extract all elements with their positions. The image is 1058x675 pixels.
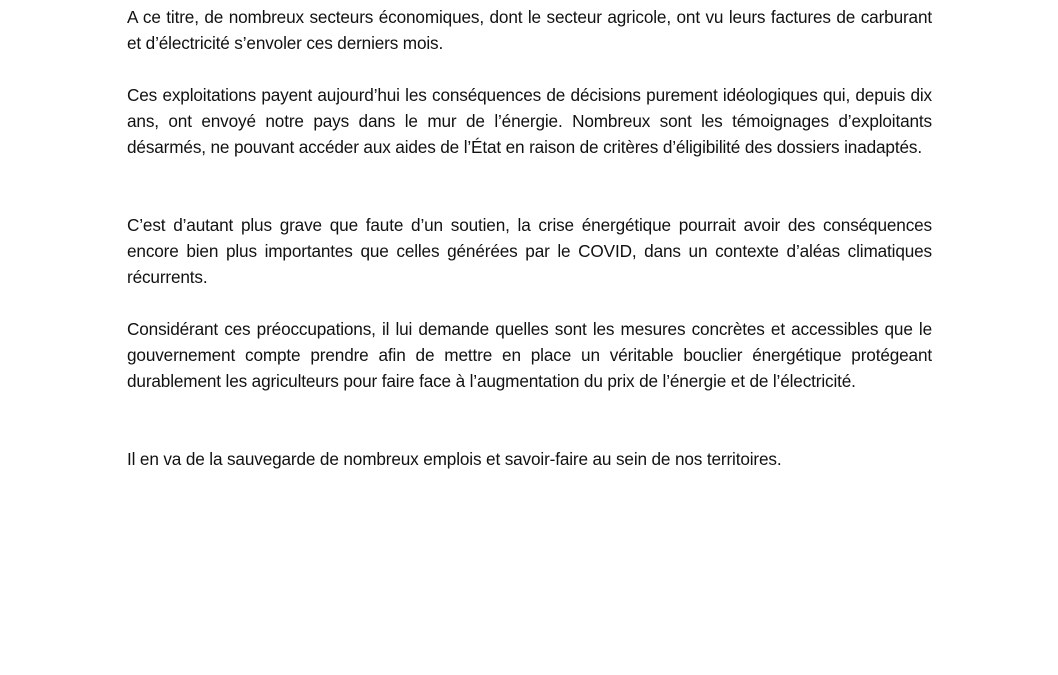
paragraph-fuel-electricity-bills: A ce titre, de nombreux secteurs économiques, dont le secteur agricole, ont vu leurs factures de carburant et d’électricité s’envoler ces derniers mois. <box>127 7 932 53</box>
paragraph-government-question: Considérant ces préoccupations, il lui demande quelles sont les mesures concrètes et accessibles que le gouvernement compte prendre afin de mettre en place un véritable bouclier énergétique protégeant durablement les agriculteurs pour faire face à l’augmentation du prix de l’énergie et de l’électricité. <box>127 319 932 391</box>
paragraph-energy-crisis-consequences: C’est d’autant plus grave que faute d’un soutien, la crise énergétique pourrait avoir des conséquences encore bien plus importantes que celles générées par le COVID, dans un contexte d’aléas climatiques récurrents. <box>127 215 932 287</box>
paragraph-energy-decisions: Ces exploitations payent aujourd’hui les conséquences de décisions purement idéologiques qui, depuis dix ans, ont envoyé notre pays dans le mur de l’énergie. Nombreux sont les témoignages d’exploitants désarmés, ne pouvant accéder aux aides de l’État en raison de critères d’éligibilité des dossiers inadaptés. <box>127 85 932 157</box>
paragraph-closing-statement: Il en va de la sauvegarde de nombreux emplois et savoir-faire au sein de nos territoires. <box>127 449 782 469</box>
